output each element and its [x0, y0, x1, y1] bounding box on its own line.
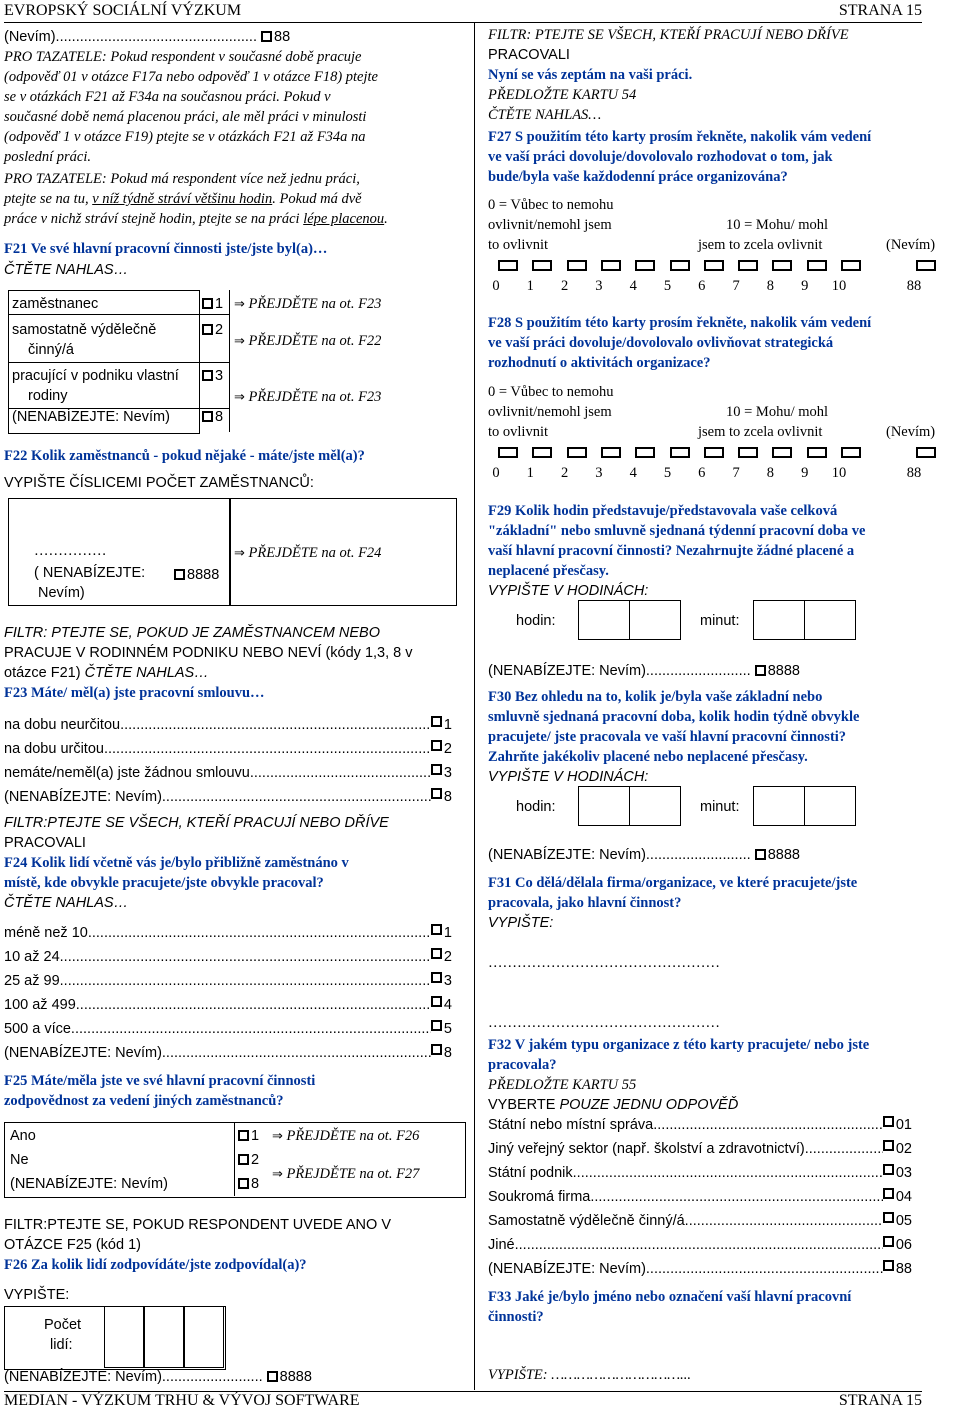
f32-card-55: PŘEDLOŽTE KARTU 55 — [488, 1077, 637, 1093]
scale-value-label: 6 — [698, 278, 706, 294]
f30-hours-box-2[interactable] — [629, 786, 681, 826]
scale-value-label: 3 — [595, 278, 603, 294]
scale-value-label: 9 — [801, 278, 809, 294]
column-divider — [474, 22, 475, 1390]
f25-option-2[interactable]: Ne — [10, 1152, 29, 1168]
header-title: EVROPSKÝ SOCIÁLNÍ VÝZKUM — [4, 2, 242, 19]
checkbox-icon[interactable] — [202, 298, 213, 309]
scale-value-label: 3 — [595, 465, 603, 481]
f30-hours-label: hodin: — [516, 799, 556, 815]
f27-scale-low-3: to ovlivnit — [488, 237, 549, 253]
f31-answer-line-2[interactable]: ………………………………………… — [488, 1015, 720, 1031]
f26-digit-box-1[interactable] — [104, 1306, 144, 1368]
intro-line-10: práce v nichž stráví stejně hodin, ptejte se na práci lépe placenou. — [4, 211, 388, 227]
scale-value-label: 8 — [766, 465, 775, 481]
f21-option-2[interactable]: samostatně výdělečně — [12, 322, 157, 338]
f21-title: F21 Ve své hlavní pracovní činnosti jste/jste byl(a)… — [4, 241, 328, 257]
checkbox-icon[interactable] — [841, 260, 861, 271]
f30-dk[interactable]: (NENABÍZEJTE: Nevím).......................... 8888 — [488, 847, 800, 863]
f21-option-1[interactable]: zaměstnanec — [12, 296, 99, 312]
f24-option-1[interactable]: méně než 10 ..... 1 — [4, 924, 452, 943]
scale-value-label: 4 — [629, 278, 637, 294]
checkbox-icon[interactable] — [431, 996, 442, 1007]
filter2-line2: PRACOVALI — [4, 835, 86, 851]
f32-option-03[interactable]: Státní podnik ..... 03 — [488, 1164, 912, 1183]
r-filter-line1: FILTR: PTEJTE SE VŠECH, KTEŘÍ PRACUJÍ NEBO DŘÍVE — [488, 27, 849, 43]
f21-option-3-line2: rodiny — [28, 388, 68, 404]
checkbox-icon[interactable] — [431, 1020, 442, 1031]
f30-minutes-label: minut: — [700, 799, 740, 815]
scale-value-label: 0 — [492, 465, 500, 481]
intro-line-6: (odpověď 1 v otázce F19) ptejte se v otázkách F21 až F34a na — [4, 129, 366, 145]
f29-hours-box-2[interactable] — [629, 600, 681, 640]
checkbox-icon[interactable] — [601, 260, 621, 271]
f24-option-4[interactable]: 100 až 499 ..... 4 — [4, 996, 452, 1015]
f21-option-2-checkbox[interactable]: 2 — [202, 321, 223, 340]
f32-option-04[interactable]: Soukromá firma ..... 04 — [488, 1188, 912, 1207]
f29-minutes-label: minut: — [700, 613, 740, 629]
filter3-line2: OTÁZCE F25 (kód 1) — [4, 1237, 141, 1253]
f29-hours-box-1[interactable] — [578, 600, 630, 640]
filter2-line1: FILTR:PTEJTE SE VŠECH, KTEŘÍ PRACUJÍ NEBO DŘÍVE — [4, 815, 389, 831]
scale-value-label: 0 — [492, 278, 500, 294]
r-card-54: PŘEDLOŽTE KARTU 54 — [488, 87, 637, 103]
f33-instruction[interactable]: VYPIŠTE: …………………………... — [488, 1367, 692, 1383]
checkbox-icon[interactable] — [431, 764, 442, 775]
f28-scale-high-2: jsem to zcela ovlivnit — [698, 424, 823, 440]
f30-title-4: Zahrňte jakékoliv placené nebo neplacené přesčasy. — [488, 749, 808, 765]
f29-hours-label: hodin: — [516, 613, 556, 629]
f31-title-1: F31 Co dělá/dělala firma/organizace, ve které pracujete/jste — [488, 875, 858, 891]
f29-title-4: neplacené přesčasy. — [488, 563, 609, 579]
checkbox-icon[interactable] — [883, 1212, 894, 1223]
f27-scale-high-1: 10 = Mohu/ mohl — [726, 217, 829, 233]
checkbox-icon[interactable] — [916, 447, 936, 458]
f21-read-instruction: ČTĚTE NAHLAS… — [4, 262, 129, 278]
f28-scale-low-2: ovlivnit/nemohl jsem — [488, 404, 612, 420]
f26-title: F26 Za kolik lidí zodpovídáte/jste zodpovídal(a)? — [4, 1257, 307, 1273]
scale-value-label: 1 — [526, 278, 534, 294]
f23-option-dk[interactable]: (NENABÍZEJTE: Nevím) ..... 8 — [4, 788, 452, 807]
checkbox-icon[interactable] — [431, 716, 442, 727]
f28-title-2: ve vaší práci dovoluje/dovolovalo ovlivňovat strategická — [488, 335, 834, 351]
header-page: STRANA 15 — [838, 2, 922, 19]
r-read: ČTĚTE NAHLAS… — [488, 107, 602, 123]
scale-value-label: 1 — [526, 465, 534, 481]
f26-label-2: lidí: — [50, 1337, 73, 1353]
f32-option-88[interactable]: (NENABÍZEJTE: Nevím) ..... 88 — [488, 1260, 912, 1279]
r-filter-line2: PRACOVALI — [488, 47, 570, 63]
f24-option-dk[interactable]: (NENABÍZEJTE: Nevím) ..... 8 — [4, 1044, 452, 1063]
f30-title-2: smluvně sjednaná pracovní doba, kolik hodin týdně obvykle — [488, 709, 860, 725]
f25-option-2-goto: ⇒ PŘEJDĚTE na ot. F27 — [272, 1166, 420, 1182]
checkbox-icon[interactable] — [238, 1130, 249, 1141]
f29-dk[interactable]: (NENABÍZEJTE: Nevím).......................... 8888 — [488, 663, 800, 679]
f25-title-2: zodpovědnost za vedení jiných zaměstnanců? — [4, 1093, 284, 1109]
scale-value-label: 2 — [560, 465, 569, 481]
checkbox-icon[interactable] — [431, 924, 442, 935]
intro-line-8: PRO TAZATELE: Pokud má respondent více než jednu práci, — [4, 171, 360, 187]
f33-title-2: činnosti? — [488, 1309, 544, 1325]
f23-option-1[interactable]: na dobu neurčitou ..... 1 — [4, 716, 452, 735]
checkbox-icon[interactable] — [238, 1154, 249, 1165]
f22-dk-label: ( NENABÍZEJTE: — [34, 565, 146, 581]
f22-instruction: VYPIŠTE ČÍSLICEMI POČET ZAMĚSTNANCŮ: — [4, 475, 314, 491]
checkbox-icon[interactable] — [431, 948, 442, 959]
intro-line-7: poslední práci. — [4, 149, 91, 165]
scale-value-label: 88 — [906, 465, 922, 481]
r-intro: Nyní se vás zeptám na vaši práci. — [488, 67, 693, 83]
checkbox-icon[interactable] — [883, 1116, 894, 1127]
f27-scale-high-2: jsem to zcela ovlivnit — [698, 237, 823, 253]
f21-option-dk[interactable]: (NENABÍZEJTE: Nevím) — [12, 409, 170, 425]
f21-option-2-goto: ⇒ PŘEJDĚTE na ot. F22 — [234, 333, 382, 349]
f26-digit-box-2[interactable] — [144, 1306, 184, 1368]
scale-value-label: 9 — [801, 465, 809, 481]
checkbox-icon[interactable] — [883, 1164, 894, 1175]
f31-title-2: pracovala, jako hlavní činnost? — [488, 895, 682, 911]
f21-option-dk-checkbox[interactable]: 8 — [202, 408, 223, 427]
checkbox-icon[interactable] — [755, 849, 766, 860]
checkbox-icon[interactable] — [567, 447, 587, 458]
checkbox-icon[interactable] — [431, 740, 442, 751]
checkbox-icon[interactable] — [772, 447, 792, 458]
footer-company: MEDIAN - VÝZKUM TRHU & VÝVOJ SOFTWARE — [4, 1392, 360, 1409]
f32-option-05[interactable]: Samostatně výdělečně činný/á ..... 05 — [488, 1212, 912, 1231]
scale-value-label: 10 — [831, 278, 847, 294]
f26-dk[interactable]: (NENABÍZEJTE: Nevím)......................... 8888 — [4, 1369, 312, 1385]
checkbox-icon[interactable] — [431, 1044, 442, 1055]
f32-instruction: VYBERTE POUZE JEDNU ODPOVĚĎ — [488, 1097, 739, 1113]
f28-scale-high-1: 10 = Mohu/ mohl — [726, 404, 829, 420]
filter3-line1: FILTR:PTEJTE SE, POKUD RESPONDENT UVEDE ANO V — [4, 1217, 392, 1233]
f30-hours-box-1[interactable] — [578, 786, 630, 826]
f32-title-2: pracovala? — [488, 1057, 557, 1073]
checkbox-icon[interactable] — [498, 260, 518, 271]
f23-title: F23 Máte/ měl(a) jste pracovní smlouvu… — [4, 685, 265, 701]
checkbox-icon[interactable] — [772, 260, 792, 271]
f30-title-1: F30 Bez ohledu na to, kolik je/byla vaše základní nebo — [488, 689, 823, 705]
f25-title-1: F25 Máte/měla jste ve své hlavní pracovní činnosti — [4, 1073, 316, 1089]
f21-option-2-line2: činný/á — [28, 342, 74, 358]
f32-option-01[interactable]: Státní nebo místní správa ..... 01 — [488, 1116, 912, 1135]
f22-dots: …………… — [34, 543, 107, 559]
f27-scale-dk: (Nevím) — [886, 237, 936, 253]
f26-digit-box-3[interactable] — [184, 1306, 224, 1368]
checkbox-icon[interactable] — [431, 972, 442, 983]
checkbox-icon[interactable] — [635, 447, 655, 458]
f26-label-1: Počet — [44, 1317, 82, 1333]
checkbox-icon[interactable] — [738, 447, 758, 458]
f28-scale-low-3: to ovlivnit — [488, 424, 549, 440]
f32-option-06[interactable]: Jiné ..... 06 — [488, 1236, 912, 1255]
f24-title-2: místě, kde obvykle pracujete/jste obvykle pracoval? — [4, 875, 324, 891]
checkbox-icon[interactable] — [202, 324, 213, 335]
f33-title-1: F33 Jaké je/bylo jméno nebo označení vaší hlavní pracovní — [488, 1289, 852, 1305]
arrow-right-icon: ⇒ — [272, 1167, 283, 1182]
checkbox-icon[interactable] — [174, 569, 185, 580]
f22-dk-label-2: Nevím) — [38, 585, 85, 601]
checkbox-icon[interactable] — [498, 447, 518, 458]
checkbox-icon[interactable] — [807, 447, 827, 458]
filter1-line1: FILTR: PTEJTE SE, POKUD JE ZAMĚSTNANCEM NEBO — [4, 625, 380, 641]
f30-minutes-box-2[interactable] — [804, 786, 856, 826]
checkbox-icon[interactable] — [202, 411, 213, 422]
f27-scale-low-2: ovlivnit/nemohl jsem — [488, 217, 612, 233]
checkbox-icon[interactable] — [202, 370, 213, 381]
f27-scale-low-1: 0 = Vůbec to nemohu — [488, 197, 614, 213]
f24-option-5[interactable]: 500 a více ..... 5 — [4, 1020, 452, 1039]
scale-value-label: 8 — [766, 278, 775, 294]
f29-title-3: vaší hlavní pracovní činnosti? Nezahrnujte žádné placené a — [488, 543, 855, 559]
f30-minutes-box-1[interactable] — [753, 786, 805, 826]
checkbox-icon[interactable] — [883, 1188, 894, 1199]
f25-option-dk[interactable]: (NENABÍZEJTE: Nevím) — [10, 1176, 168, 1192]
scale-value-label: 7 — [732, 278, 740, 294]
page-header — [4, 2, 922, 23]
f25-option-1-checkbox[interactable]: 1 — [238, 1127, 259, 1146]
arrow-right-icon: ⇒ — [234, 334, 245, 349]
f29-title-1: F29 Kolik hodin představuje/představovala vaše celková — [488, 503, 838, 519]
filter1-line2: PRACUJE V RODINNÉM PODNIKU NEBO NEVÍ (kódy 1,3, 8 v — [4, 645, 413, 661]
checkbox-icon[interactable] — [916, 260, 936, 271]
f29-title-2: "základní" nebo smluvně sjednaná týdenní pracovní doba ve — [488, 523, 866, 539]
intro-line-2: PRO TAZATELE: Pokud respondent v současné době pracuje — [4, 49, 362, 65]
f28-scale-dk: (Nevím) — [886, 424, 936, 440]
f22-goto: ⇒ PŘEJDĚTE na ot. F24 — [234, 545, 382, 561]
f24-option-2[interactable]: 10 až 24 ..... 2 — [4, 948, 452, 967]
checkbox-icon[interactable] — [532, 260, 552, 271]
scale-value-label: 2 — [560, 278, 569, 294]
f31-instruction: VYPIŠTE: — [488, 915, 554, 931]
f25-option-1[interactable]: Ano — [10, 1128, 36, 1144]
f24-option-3[interactable]: 25 až 99 ..... 3 — [4, 972, 452, 991]
checkbox-icon[interactable] — [704, 260, 724, 271]
f23-option-2[interactable]: na dobu určitou ..... 2 — [4, 740, 452, 759]
intro-line-4: se v otázkách F21 až F34a na současnou práci. Pokud v — [4, 89, 331, 105]
f24-title-1: F24 Kolik lidí včetně vás je/bylo přibližně zaměstnáno v — [4, 855, 349, 871]
f32-option-02[interactable]: Jiný veřejný sektor (např. školství a zdravotnictví) ..... 02 — [488, 1140, 912, 1159]
checkbox-icon[interactable] — [267, 1371, 278, 1382]
checkbox-icon[interactable] — [704, 447, 724, 458]
filter1-line3: otázce F21) ČTĚTE NAHLAS… — [4, 665, 209, 681]
checkbox-icon[interactable] — [755, 665, 766, 676]
arrow-right-icon: ⇒ — [234, 297, 245, 312]
scale-value-label: 88 — [906, 278, 922, 294]
scale-value-label: 5 — [663, 278, 672, 294]
f30-title-3: pracujete/ jste pracovala ve vaší hlavní pracovní činnosti? — [488, 729, 847, 745]
checkbox-icon[interactable] — [670, 447, 690, 458]
f29-minutes-box-1[interactable] — [753, 600, 805, 640]
page-footer — [4, 1391, 922, 1411]
f30-instruction: VYPIŠTE V HODINÁCH: — [488, 769, 649, 785]
intro-line-3: (odpověď 01 v otázce F17a nebo odpověď 1 v otázce F18) ptejte — [4, 69, 378, 85]
f25-option-dk-checkbox[interactable]: 8 — [238, 1175, 259, 1194]
checkbox-icon[interactable] — [883, 1140, 894, 1151]
checkbox-icon[interactable] — [883, 1236, 894, 1247]
f26-instruction: VYPIŠTE: — [4, 1287, 70, 1303]
arrow-right-icon: ⇒ — [234, 390, 245, 405]
intro-line-1: (Nevím).................................................. 88 — [4, 29, 291, 45]
f21-option-3[interactable]: pracující v podniku vlastní — [12, 368, 179, 384]
checkbox-icon[interactable] — [431, 788, 442, 799]
checkbox-icon[interactable] — [670, 260, 690, 271]
f28-scale-low-1: 0 = Vůbec to nemohu — [488, 384, 614, 400]
f25-option-1-goto: ⇒ PŘEJDĚTE na ot. F26 — [272, 1128, 420, 1144]
f21-option-1-checkbox[interactable]: 1 — [202, 295, 223, 314]
checkbox-icon[interactable] — [601, 447, 621, 458]
f22-title: F22 Kolik zaměstnanců - pokud nějaké - máte/jste měl(a)? — [4, 448, 365, 464]
checkbox-icon[interactable] — [567, 260, 587, 271]
intro-line-9: ptejte se na tu, v níž týdně stráví většinu hodin. Pokud má dvě — [4, 191, 362, 207]
arrow-right-icon: ⇒ — [272, 1129, 283, 1144]
f31-answer-line-1[interactable]: ………………………………………… — [488, 955, 720, 971]
f27-title-2: ve vaší práci dovoluje/dovolovalo rozhodovat o tom, jak — [488, 149, 833, 165]
f25-option-2-checkbox[interactable]: 2 — [238, 1151, 259, 1170]
f22-dk-checkbox[interactable]: 8888 — [174, 566, 219, 585]
scale-value-label: 10 — [831, 465, 847, 481]
checkbox-icon[interactable] — [635, 260, 655, 271]
f23-option-3[interactable]: nemáte/neměl(a) jste žádnou smlouvu ..... 3 — [4, 764, 452, 783]
f27-title-3: bude/byla vaše každodenní práce organizována? — [488, 169, 788, 185]
checkbox-icon[interactable] — [807, 260, 827, 271]
f28-title-3: rozhodnutí o aktivitách organizace? — [488, 355, 711, 371]
scale-value-label: 4 — [629, 465, 637, 481]
scale-value-label: 5 — [663, 465, 672, 481]
checkbox-icon[interactable] — [841, 447, 861, 458]
f29-minutes-box-2[interactable] — [804, 600, 856, 640]
f29-instruction: VYPIŠTE V HODINÁCH: — [488, 583, 649, 599]
checkbox-icon[interactable] — [883, 1260, 894, 1271]
footer-page: STRANA 15 — [838, 1392, 922, 1409]
f21-option-3-checkbox[interactable]: 3 — [202, 367, 223, 386]
f21-option-3-goto: ⇒ PŘEJDĚTE na ot. F23 — [234, 389, 382, 405]
checkbox-icon[interactable] — [238, 1178, 249, 1189]
checkbox-icon[interactable] — [532, 447, 552, 458]
f21-option-1-goto: ⇒ PŘEJDĚTE na ot. F23 — [234, 296, 382, 312]
scale-value-label: 7 — [732, 465, 740, 481]
f24-read-instruction: ČTĚTE NAHLAS… — [4, 895, 129, 911]
arrow-right-icon: ⇒ — [234, 546, 245, 561]
intro-line-5: současné době nemá placenou práci, ale měl práci v minulosti — [4, 109, 367, 125]
f27-title-1: F27 S použitím této karty prosím řekněte, nakolik vám vedení — [488, 129, 872, 145]
checkbox-icon[interactable] — [261, 31, 272, 42]
f32-title-1: F32 V jakém typu organizace z této karty pracujete/ nebo jste — [488, 1037, 870, 1053]
checkbox-icon[interactable] — [738, 260, 758, 271]
scale-value-label: 6 — [698, 465, 706, 481]
f28-title-1: F28 S použitím této karty prosím řekněte, nakolik vám vedení — [488, 315, 872, 331]
